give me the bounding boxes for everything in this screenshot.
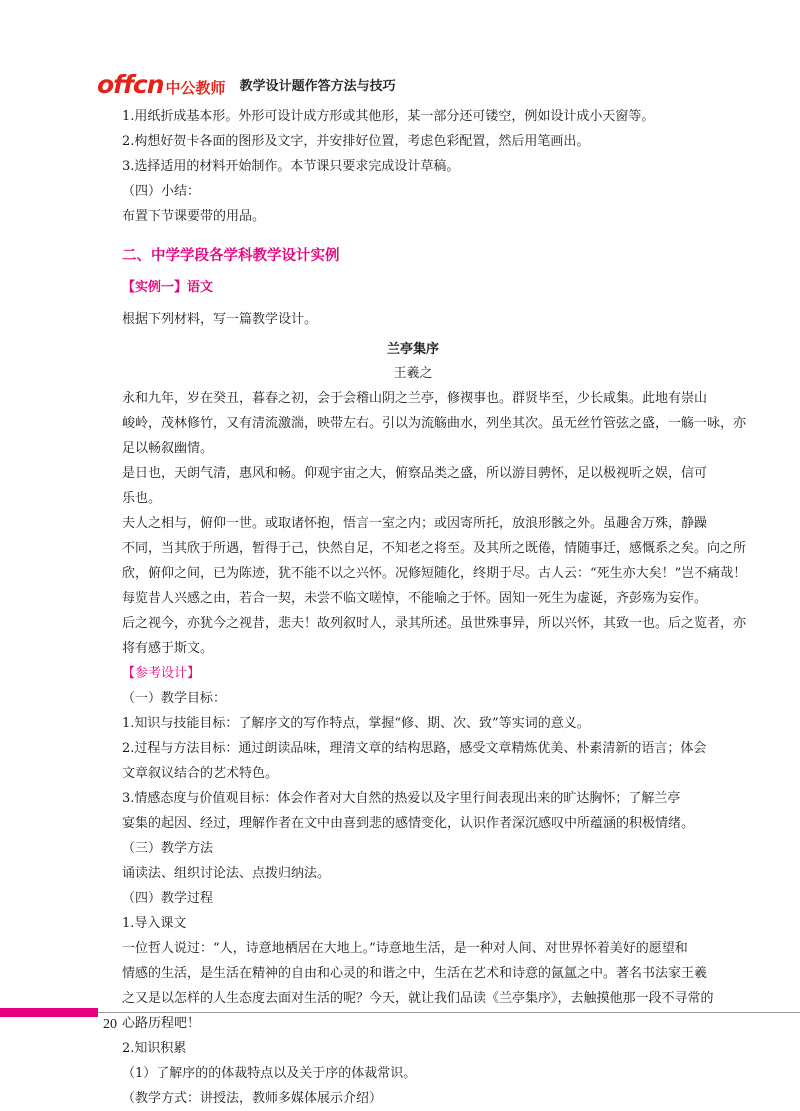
poem-line: 乐也。	[122, 491, 162, 506]
intro-item-1: 1.用纸折成基本形。外形可设计成方形或其他形，某一部分还可镂空，例如设计成小天窗等。	[122, 109, 655, 124]
summary-text: 布置下节课要带的用品。	[122, 209, 266, 224]
page-number: 20	[103, 1017, 117, 1032]
page-header	[97, 69, 396, 99]
design-line: 1.导入课文	[122, 916, 187, 931]
header-title: 教学设计题作答方法与技巧	[239, 78, 396, 94]
poem-line: 足以畅叙幽情。	[122, 441, 214, 456]
design-line: （三）教学方法	[122, 841, 214, 856]
design-line: （1）了解序的的体裁特点以及关于序的体裁常识。	[122, 1066, 417, 1081]
design-line: （一）教学目标：	[122, 691, 227, 706]
design-line: 宴集的起因、经过，理解作者在文中由喜到悲的感情变化，认识作者深沉感叹中所蕴涵的积极情绪。	[122, 816, 695, 831]
poem-line: 将有感于斯文。	[122, 641, 214, 656]
intro-item-2: 2.构想好贺卡各面的图形及文字，并安排好位置，考虑色彩配置，然后用笔画出。	[122, 134, 590, 149]
poem-line: 峻岭，茂林修竹，又有清流激湍，映带左右。引以为流觞曲水，列坐其次。虽无丝竹管弦之盛，一觞一咏，亦	[122, 416, 747, 431]
design-line: 2.知识积累	[122, 1041, 187, 1056]
design-line: 心路历程吧！	[122, 1016, 201, 1031]
poem-author: 王羲之	[393, 366, 433, 381]
offcn-logo	[97, 70, 226, 99]
design-line: 情感的生活，是生活在精神的自由和心灵的和谐之中，生活在艺术和诗意的氤氲之中。著名书法家王羲	[122, 966, 708, 981]
poem-line: 每览昔人兴感之由，若合一契，未尝不临文嗟悼，不能喻之于怀。固知一死生为虚诞，齐彭殇为妄作。	[122, 591, 708, 606]
design-line: 2.过程与方法目标：通过朗读品味，理清文章的结构思路，感受文章精炼优美、朴素清新的语言；体会	[122, 741, 707, 756]
poem-title: 兰亭集序	[386, 342, 439, 357]
design-body	[122, 686, 714, 1111]
summary-label: （四）小结：	[122, 184, 201, 199]
section-title: 二、中学学段各学科教学设计实例	[122, 248, 340, 264]
poem-body	[122, 386, 747, 661]
example-tag: 【实例一】语文	[122, 280, 214, 295]
footer-rule	[98, 1012, 800, 1013]
design-line: （教学方式：讲授法，教师多媒体展示介绍）	[122, 1091, 383, 1106]
logo-offcn-text: offcn	[97, 69, 164, 99]
intro-item-3: 3.选择适用的材料开始制作。本节课只要求完成设计草稿。	[122, 159, 460, 174]
design-line: 之又是以怎样的人生态度去面对生活的呢？今天，就让我们品读《兰亭集序》，去触摸他那一段不寻常的	[122, 991, 714, 1006]
design-line: 3.情感态度与价值观目标：体会作者对大自然的热爱以及字里行间表现出来的旷达胸怀；了解兰亭	[122, 791, 681, 806]
poem-line: 不同，当其欣于所遇，暂得于己，快然自足，不知老之将至。及其所之既倦，情随事迁，感慨系之矣。向之所	[122, 541, 747, 556]
design-line: 诵读法、组织讨论法、点拨归纳法。	[122, 866, 331, 881]
design-line: 文章叙议结合的艺术特色。	[122, 766, 279, 781]
footer-accent-bar	[0, 1008, 98, 1017]
task-prompt: 根据下列材料，写一篇教学设计。	[122, 312, 318, 327]
logo-brand-text: 中公教师	[165, 78, 226, 97]
design-line: 1.知识与技能目标：了解序文的写作特点，掌握“修、期、次、致”等实词的意义。	[122, 716, 590, 731]
poem-line: 后之视今，亦犹今之视昔，悲夫！故列叙时人，录其所述。虽世殊事异，所以兴怀，其致一也。后之览者，亦	[122, 616, 747, 631]
design-line: 一位哲人说过：“人，诗意地栖居在大地上。”诗意地生活，是一种对人间、对世界怀着美好的愿望和	[122, 941, 688, 956]
page-content	[122, 104, 747, 1111]
poem-line: 永和九年，岁在癸丑，暮春之初，会于会稽山阴之兰亭，修禊事也。群贤毕至，少长咸集。此地有崇山	[122, 391, 708, 406]
reference-design-tag: 【参考设计】	[122, 666, 201, 681]
design-line: （四）教学过程	[122, 891, 214, 906]
poem-line: 欣，俯仰之间，已为陈迹，犹不能不以之兴怀。况修短随化，终期于尽。古人云：“死生亦大矣！”岂不痛哉！	[122, 566, 747, 581]
poem-line: 夫人之相与，俯仰一世。或取诸怀抱，悟言一室之内；或因寄所托，放浪形骸之外。虽趣舍万殊，静躁	[122, 516, 708, 531]
poem-line: 是日也，天朗气清，惠风和畅。仰观宇宙之大，俯察品类之盛，所以游目骋怀，足以极视听之娱，信可	[122, 466, 708, 481]
